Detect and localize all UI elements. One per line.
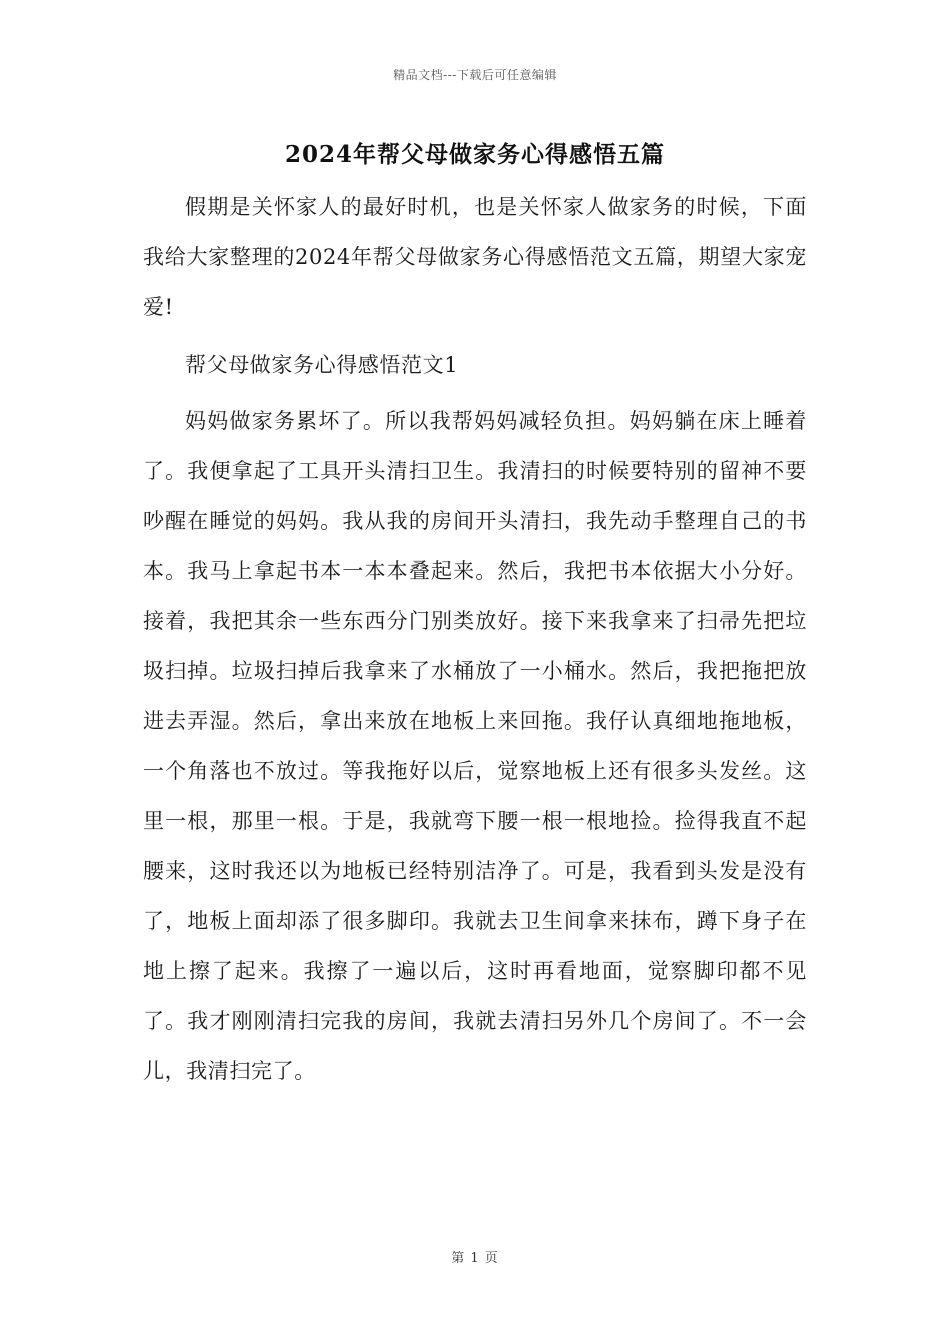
page-number: 第 1 页 xyxy=(451,1251,499,1266)
document-body xyxy=(143,182,807,1096)
section-heading: 帮父母做家务心得感悟范文1 xyxy=(185,353,459,377)
document-title: 2024年帮父母做家务心得感悟五篇 xyxy=(284,141,665,168)
body-paragraph: 妈妈做家务累坏了。所以我帮妈妈减轻负担。妈妈躺在床上睡着了。我便拿起了工具开头清扫卫生。我清扫的时候要特别的留神不要吵醒在睡觉的妈妈。我从我的房间开头清扫，我先动手整理自己的书本。我马上拿起书本一本本叠起来。然后，我把书本依据大小分好。接着，我把其余一些东西分门别类放好。接下来我拿来了扫帚先把垃圾扫掉。垃圾扫掉后我拿来了水桶放了一小桶水。然后，我把拖把放进去弄湿。然后，拿出来放在地板上来回拖。我仔认真细地拖地板，一个角落也不放过。等我拖好以后，觉察地板上还有很多头发丝。这里一根，那里一根。于是，我就弯下腰一根一根地捡。捡得我直不起腰来，这时我还以为地板已经特别洁净了。可是，我看到头发是没有了，地板上面却添了很多脚印。我就去卫生间拿来抹布，蹲下身子在地上擦了起来。我擦了一遍以后，这时再看地面，觉察脚印都不见了。我才刚刚清扫完我的房间，我就去清扫另外几个房间了。不一会儿，我清扫完了。 xyxy=(143,409,807,1083)
intro-paragraph: 假期是关怀家人的最好时机，也是关怀家人做家务的时候，下面我给大家整理的2024年帮父母做家务心得感悟范文五篇，期望大家宠爱! xyxy=(143,195,807,319)
page-header: 精品文档---下载后可任意编辑 xyxy=(393,68,557,82)
